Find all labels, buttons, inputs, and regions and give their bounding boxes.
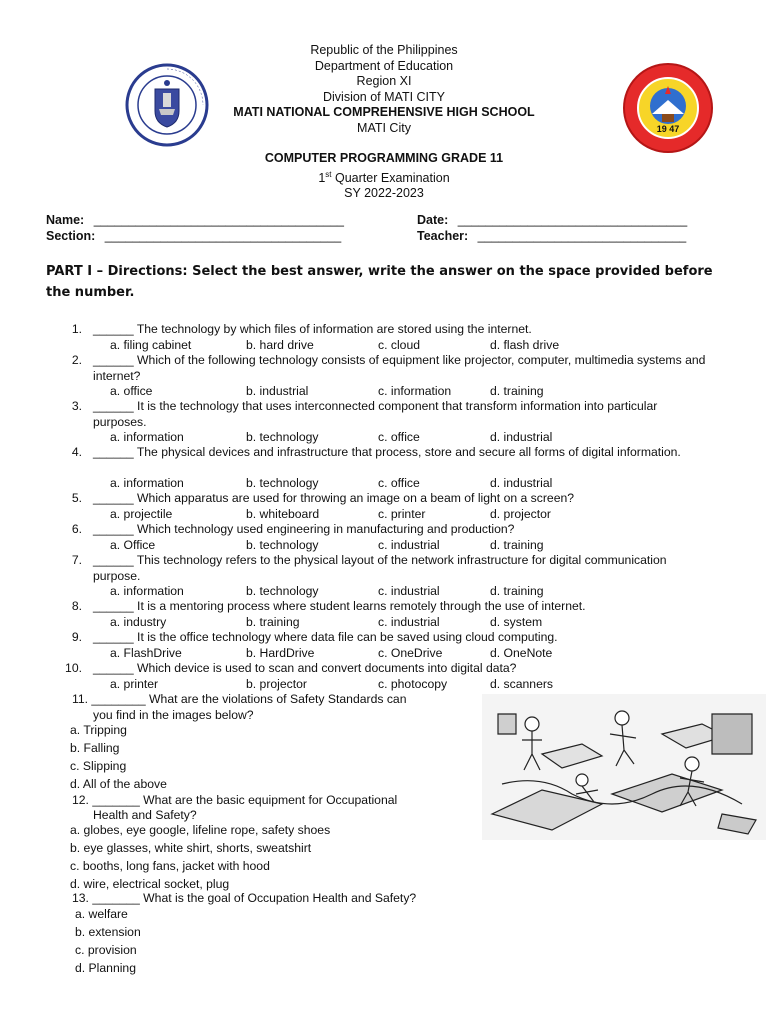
choice-option: c. photocopy [378, 676, 448, 691]
choice-option: a. Office [110, 537, 156, 552]
q12-line1: 12. _______ What are the basic equipment for Occupational [72, 793, 398, 807]
q13-choice-a: a. welfare [75, 907, 128, 921]
date-field[interactable] [417, 213, 687, 227]
choice-option: d. training [490, 584, 544, 598]
date-line: _________________________________ [457, 213, 688, 227]
q13-choice-d: d. Planning [75, 961, 136, 975]
question-text: ______ The technology by which files of information are stored using the internet. [93, 322, 532, 336]
q13-line1: 13. _______ What is the goal of Occupation Health and Safety? [72, 891, 417, 905]
republic-line: Republic of the Philippines [310, 43, 458, 57]
division-line: Division of MATI CITY [322, 89, 445, 104]
question-text: ______ Which of the following technology consists of equipment like projector, computer, multimedia systems and internet? [93, 353, 706, 383]
region-line: Region XI [356, 74, 412, 88]
quarter-text: Quarter Examination [331, 170, 450, 185]
question-number: 9. [71, 630, 82, 644]
choice-option: c. printer [378, 506, 426, 521]
city-line: MATI City [357, 120, 411, 135]
choice-option: c. office [378, 476, 420, 490]
choice-option: d. training [490, 537, 544, 552]
choice-option: c. cloud [378, 337, 421, 352]
part1-directions: PART I – Directions: Select the best answer, write the answer on the space provided before the number. [46, 264, 713, 300]
question-text: ______ Which device is used to scan and convert documents into digital data? [93, 661, 517, 675]
choice-option: c. information [378, 384, 452, 398]
question-number: 2. [71, 353, 82, 367]
choice-option: b. projector [246, 676, 307, 691]
choice-option: c. office [378, 430, 420, 444]
choice-option: c. industrial [378, 537, 440, 552]
choice-option: d. industrial [490, 476, 553, 490]
choice-option: b. technology [246, 476, 319, 490]
choice-option: b. whiteboard [246, 506, 320, 521]
question-number: 3. [71, 399, 82, 413]
choice-option: d. OneNote [490, 645, 553, 660]
question-text: ______ This technology refers to the physical layout of the network infrastructure for digital communication purpose. [93, 553, 667, 583]
question-text: ______ Which technology used engineering in manufacturing and production? [93, 522, 515, 536]
unsafe-workplace-illustration [482, 694, 766, 840]
question-text: ______ It is the technology that uses interconnected component that transform information into particular purposes. [93, 399, 658, 429]
name-field[interactable] [46, 213, 344, 227]
choice-option: d. scanners [490, 676, 554, 691]
choice-option: b. hard drive [246, 337, 314, 352]
teacher-line: ______________________________ [477, 229, 687, 243]
choice-option: b. technology [246, 430, 319, 444]
choice-option: d. projector [490, 506, 551, 521]
question-text: ______ It is the office technology where data file can be saved using cloud computing. [93, 630, 558, 644]
quarter-num: 1 [318, 170, 326, 185]
choice-option: d. flash drive [490, 337, 560, 352]
section-label: Section: [46, 229, 96, 243]
q12-choice-c: c. booths, long fans, jacket with hood [70, 859, 270, 873]
choice-option: a. information [110, 584, 184, 598]
q12-choice-d: d. wire, electrical socket, plug [70, 877, 230, 891]
school-name: MATI NATIONAL COMPREHENSIVE HIGH SCHOOL [233, 105, 535, 119]
choice-option: b. training [246, 614, 300, 629]
choice-option: a. FlashDrive [110, 645, 182, 660]
question-number: 4. [71, 445, 82, 459]
quarter-sup: st [325, 169, 332, 179]
choice-option: a. printer [110, 676, 159, 691]
name-line: ____________________________________ [93, 213, 344, 227]
q12-choice-b: b. eye glasses, white shirt, shorts, sweatshirt [70, 841, 312, 855]
subject-title: COMPUTER PROGRAMMING GRADE 11 [264, 151, 504, 165]
choice-option: d. training [490, 384, 544, 398]
choice-option: a. office [110, 384, 153, 398]
question-number: 7. [71, 553, 82, 567]
q11-choice-c: c. Slipping [70, 759, 127, 773]
q12-line2: Health and Safety? [93, 808, 197, 822]
question-number: 1. [71, 322, 82, 336]
q11-choice-b: b. Falling [70, 741, 120, 755]
choice-option: c. OneDrive [378, 645, 443, 660]
q12-choice-a: a. globes, eye google, lifeline rope, safety shoes [70, 823, 331, 837]
question-number: 10. [65, 661, 82, 675]
choice-option: b. industrial [246, 384, 309, 398]
teacher-field[interactable] [417, 229, 686, 243]
choice-option: a. projectile [110, 506, 173, 521]
question-number: 5. [71, 491, 82, 505]
choice-option: d. system [490, 614, 543, 629]
teacher-label: Teacher: [417, 229, 469, 243]
name-label: Name: [46, 213, 85, 227]
q11-line1: 11. ________ What are the violations of Safety Standards can [72, 692, 407, 706]
choice-option: a. information [110, 430, 184, 444]
choice-option: a. industry [110, 614, 167, 629]
choice-option: b. HardDrive [246, 645, 315, 660]
question-text: ______ Which apparatus are used for throwing an image on a beam of light on a screen? [93, 491, 575, 505]
quarter-line [0, 167, 768, 187]
section-line: __________________________________ [104, 229, 342, 243]
choice-option: b. technology [246, 584, 319, 598]
header-block [0, 43, 768, 136]
choice-option: b. technology [246, 537, 319, 552]
q11-choice-a: a. Tripping [70, 723, 127, 737]
q13-choice-c: c. provision [75, 943, 137, 957]
exam-block [0, 151, 768, 202]
choice-option: a. information [110, 476, 184, 490]
choice-option: a. filing cabinet [110, 337, 192, 352]
department-line: Department of Education [314, 58, 454, 73]
school-seal-year: 19 47 [656, 124, 680, 134]
question-number: 6. [71, 522, 82, 536]
question-text: ______ It is a mentoring process where student learns remotely through the use of internet. [93, 599, 586, 613]
date-label: Date: [417, 213, 449, 227]
choice-option: c. industrial [378, 584, 440, 598]
q11-line2: you find in the images below? [93, 708, 254, 722]
question-text: ______ The physical devices and infrastructure that process, store and secure all forms of digital information. [93, 445, 681, 459]
q11-choice-d: d. All of the above [70, 777, 167, 791]
question-number: 8. [71, 599, 82, 613]
school-year: SY 2022-2023 [344, 186, 424, 201]
choice-option: c. industrial [378, 614, 440, 629]
section-field[interactable] [46, 229, 341, 243]
choice-option: d. industrial [490, 430, 553, 444]
q13-choice-b: b. extension [75, 925, 141, 939]
